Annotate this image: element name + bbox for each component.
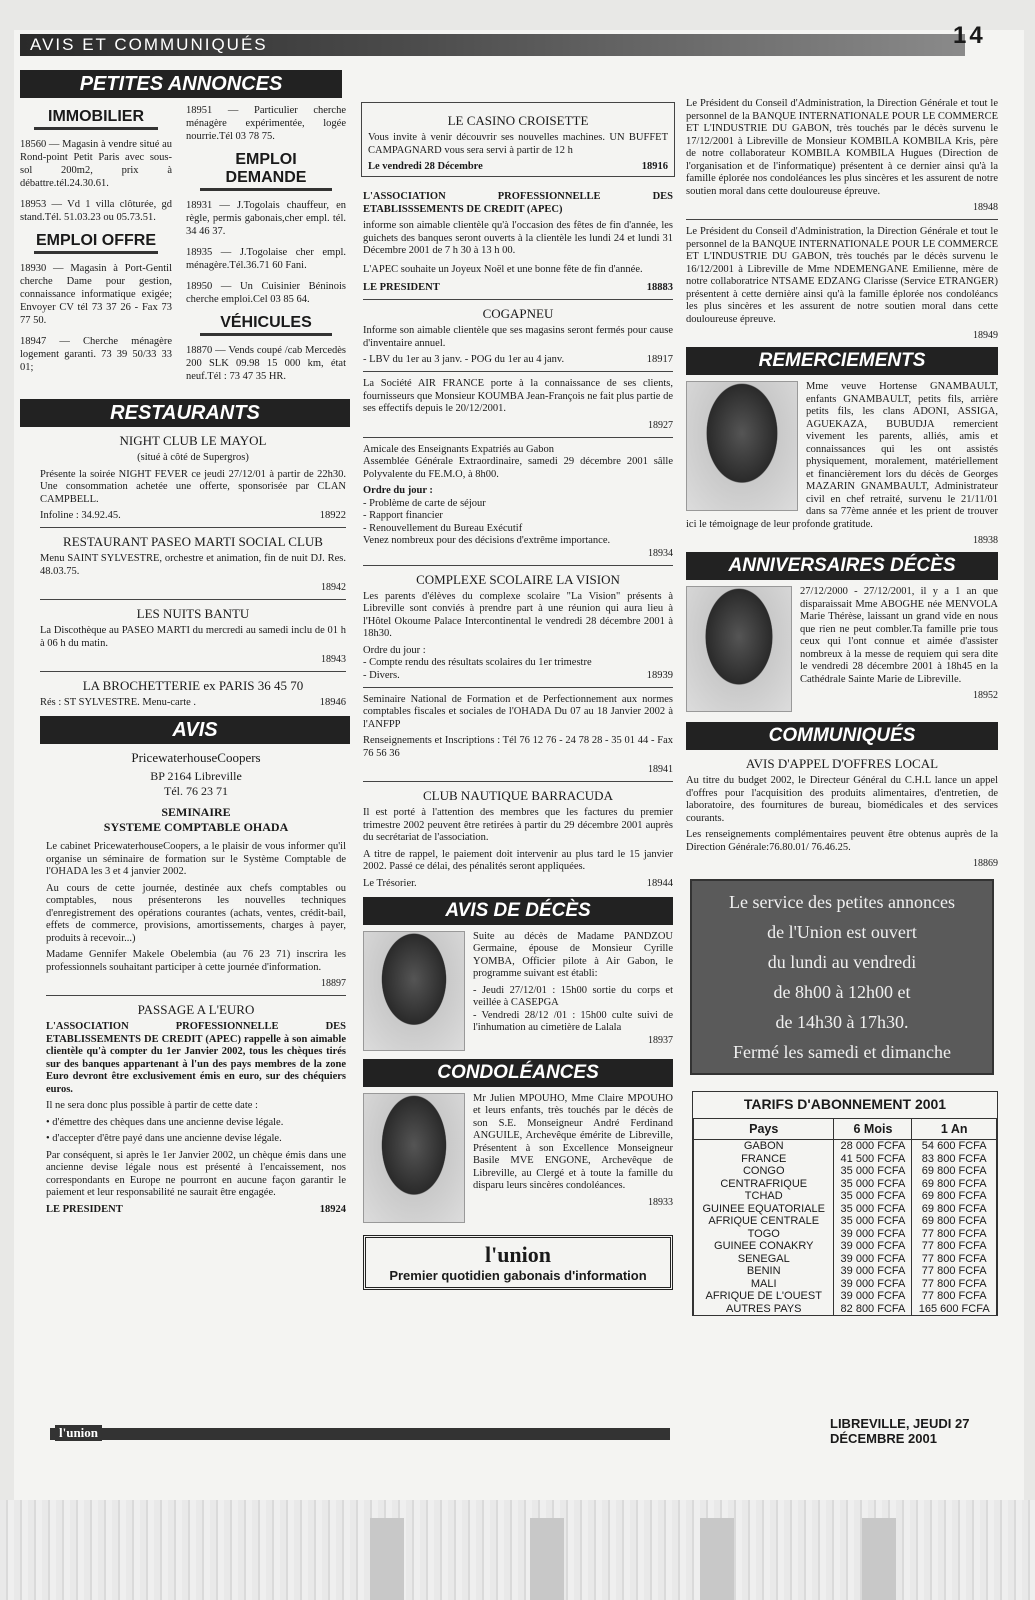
table-cell: 77 800 FCFA <box>912 1228 997 1241</box>
agenda-item: - Problème de carte de séjour <box>363 497 486 509</box>
ad-info: Infoline : 34.92.45. <box>40 510 121 521</box>
paragraph: L'ASSOCIATION PROFESSIONNELLE DES ETABLISSEMENTS DE CREDIT (APEC) rappelle à son aimable clientèle qu'à compter du 1er Janvier 2002, tous les chèques tirés sur des banques appartenant à l'un des pays membres de la zone Euro devront être exclusivement émis en euro, sur des chéquiers euros. <box>46 1021 346 1095</box>
ad-title: COGAPNEU <box>482 306 554 321</box>
ad-ref: 18952 <box>973 690 998 701</box>
bullet: • d'émettre des chèques dans une ancienne devise légale. <box>46 1116 284 1128</box>
notice-text: Les renseignements complémentaires peuvent être obtenus auprès de la Direction Générale:76.80.01/ 76.46.25. <box>686 829 998 853</box>
petites-annonces-band: PETITES ANNONCES <box>20 70 342 98</box>
footer-logo: l'union <box>55 1425 102 1441</box>
table-row <box>694 1303 997 1316</box>
agenda-item: - Vendredi 28/12 /01 : 15h00 culte suivi de l'inhumation au cimetière de Lalala <box>473 1009 673 1033</box>
ad-ref: 18938 <box>973 535 998 546</box>
ad-text: Vous invite à venir découvrir ses nouvelles machines. UN BUFFET CAMPAGNARD vous sera servi à partir de 12 h <box>368 132 668 156</box>
table-cell: MALI <box>694 1278 834 1291</box>
condoleances-band: CONDOLÉANCES <box>363 1059 673 1087</box>
company-address: BP 2164 Libreville <box>150 769 242 783</box>
table-cell: 39 000 FCFA <box>834 1278 912 1291</box>
table-cell: 35 000 FCFA <box>834 1178 912 1191</box>
table-cell: 35 000 FCFA <box>834 1203 912 1216</box>
table-cell: 41 500 FCFA <box>834 1153 912 1166</box>
avis-deces-band: AVIS DE DÉCÈS <box>363 897 673 925</box>
table-row <box>694 1253 997 1266</box>
paragraph: Madame Gennifer Makele Obelembia (au 76 23 71) inscrira les professionnels souhaitant participer à cette journée d'information. <box>46 949 346 973</box>
seminar-label: SEMINAIRE <box>161 805 231 819</box>
divider <box>363 781 673 782</box>
category-vehicules: VÉHICULES <box>200 314 332 336</box>
table-cell: GUINEE EQUATORIALE <box>694 1203 834 1216</box>
agenda-item: - Divers. <box>363 669 400 681</box>
ad-title: LE CASINO CROISETTE <box>447 113 589 128</box>
notice-text: - LBV du 1er au 3 janv. - POG du 1er au 4 janv. <box>363 354 565 365</box>
notice-text: La Société AIR FRANCE porte à la connaissance de ses clients, fournisseurs que Monsieur KOUMBA Jean-François ne fait plus partie de ses effectifs depuis le 20/12/2001. <box>363 378 673 414</box>
classified-ad: 18870 — Vends coupé /cab Mercedès 200 SLK 09.98 15 000 km, état neuf.Tél : 73 47 35 HR. <box>186 345 346 382</box>
table-cell: 69 800 FCFA <box>912 1165 997 1178</box>
communiques-band: COMMUNIQUÉS <box>686 722 998 750</box>
signature: Le Trésorier. <box>363 877 417 889</box>
notice-text: Au titre du budget 2002, le Directeur Général du C.H.L lance un appel d'offres pour l'acquisition des produits alimentaires, d'entretien, de laboratoire, des fournitures de bureau, biomédicales et des services courants. <box>686 775 998 824</box>
table-row <box>694 1190 997 1203</box>
notice-text: Amicale des Enseignants Expatriés au Gabon <box>363 443 554 455</box>
notice-text: Seminaire National de Formation et de Perfectionnement aux normes comptables fiscales et sociales de l'OHADA Du 07 au 18 Janvier 2002 à l'ANFPP <box>363 693 673 730</box>
table-cell: 83 800 FCFA <box>912 1153 997 1166</box>
ad-text: La Discothèque au PASEO MARTI du mercredi au samedi inclu de 01 h à 06 h du matin. <box>40 625 346 649</box>
agenda-label: Ordre du jour : <box>363 644 426 656</box>
column-left <box>20 70 350 1215</box>
table-cell: 77 800 FCFA <box>912 1290 997 1303</box>
table-cell: 39 000 FCFA <box>834 1228 912 1241</box>
table-cell: 69 800 FCFA <box>912 1203 997 1216</box>
notice-text: informe son aimable clientèle qu'à l'occasion des fêtes de fin d'année, les guichets des banques seront ouverts à la clientèle les lundi 24 et lundi 31 Décembre 2001 de 7 h 30 à 13 h 00. <box>363 220 673 256</box>
background-post <box>370 1518 404 1600</box>
agenda-item: - Rapport financier <box>363 510 443 521</box>
background-post <box>530 1518 564 1600</box>
table-cell: AFRIQUE CENTRALE <box>694 1215 834 1228</box>
agenda-item: - Compte rendu des résultats scolaires du 1er trimestre <box>363 657 592 668</box>
event-date: Le vendredi 28 Décembre <box>368 161 483 172</box>
footer-rule <box>50 1428 670 1440</box>
tarifs-table <box>693 1118 997 1315</box>
paragraph: Par conséquent, si après le 1er Janvier 2002, un chèque émis dans une ancienne devise légale nous est présenté à l'encaissement, nos correspondants en Europe ne pourront en aucune façon garantir le paiement et leur responsabilité ne saurait être engagée. <box>46 1149 346 1198</box>
table-cell: 54 600 FCFA <box>912 1140 997 1153</box>
portrait-photo <box>363 931 465 1051</box>
promo-line: du lundi au vendredi <box>767 952 917 972</box>
classified-ad: 18950 — Un Cuisinier Béninois cherche emploi.Cel 03 85 64. <box>186 281 346 305</box>
ad-ref: 18922 <box>319 510 346 521</box>
notice-text: Mme veuve Hortense GNAMBAULT, enfants GNAMBAULT, petits fils, arrière petits fils, les clans ADONI, ASSIGA, AGUEKAZA, BUBUDJA remercient vivement les parents, alliés, amis et connaissances qui les ont assistés physiquement, moralement, matériellement et financièrement lors du décès de Georges MAZARIN GNAMBAULT, Administrateur civil en chef retraité, survenu le 21/11/01 dans sa 77ème année et les prient de trouver ici le témoignage de leur profonde gratitude. <box>686 381 998 530</box>
company-phone: Tél. 76 23 71 <box>164 784 228 798</box>
category-emploi-demande: EMPLOI DEMANDE <box>200 151 332 191</box>
ad-title: LES NUITS BANTU <box>136 606 250 621</box>
table-cell: 69 800 FCFA <box>912 1215 997 1228</box>
category-immobilier: IMMOBILIER <box>34 108 158 130</box>
table-row <box>694 1228 997 1241</box>
notice-text: Le Président du Conseil d'Administration, la Direction Générale et tout le personnel de la BANQUE INTERNATIONALE POUR LE COMMERCE ET L'INDUSTRIE DU GABON, très touchés par le décès survenu le 17/12/2001 à Libreville de Monsieur KOMBILA KOMBILA Kris, père de notre collaborateur KOMBILA KOMBILA Hugues (Direction de l'organisation et de l'informatique) présentent à ce dernier ainsi qu'à la famille éplorée nos condoléances les plus sincères et les assurent de notre soutien moral dans cette douloureuse épreuve. <box>686 98 998 197</box>
agenda-item: - Jeudi 27/12/01 : 15h00 sortie du corps et veillée à CASEPGA <box>473 984 673 1008</box>
avis-band: AVIS <box>40 716 350 744</box>
page-number: 14 <box>953 22 986 49</box>
anniversaires-band: ANNIVERSAIRES DÉCÈS <box>686 552 998 580</box>
divider <box>46 995 346 996</box>
ad-title: AVIS D'APPEL D'OFFRES LOCAL <box>745 756 939 771</box>
notice-heading: L'ASSOCIATION PROFESSIONNELLE DES ETABLISSSEMENTS DE CREDIT (APEC) <box>363 191 673 215</box>
table-row <box>694 1153 997 1166</box>
agenda-item: - Renouvellement du Bureau Exécutif <box>363 522 523 534</box>
section-header: AVIS ET COMMUNIQUÉS <box>20 34 965 56</box>
table-cell: 39 000 FCFA <box>834 1240 912 1253</box>
ad-ref: 18937 <box>648 1034 673 1046</box>
classified-ad: 18930 — Magasin à Port-Gentil cherche Dame pour gestion, connaissance informatique exigée; Envoyer CV tél 73 37 26 - Fax 73 77 50. <box>20 263 172 326</box>
table-row <box>694 1203 997 1216</box>
table-cell: 77 800 FCFA <box>912 1253 997 1266</box>
divider <box>363 299 673 300</box>
signature: LE PRESIDENT <box>363 282 440 293</box>
ad-ref: 18933 <box>648 1196 673 1208</box>
table-cell: 35 000 FCFA <box>834 1190 912 1203</box>
table-cell: 39 000 FCFA <box>834 1265 912 1278</box>
portrait-photo <box>686 586 792 712</box>
ad-ref: 18949 <box>973 330 998 341</box>
table-cell: 165 600 FCFA <box>912 1303 997 1316</box>
signature: LE PRESIDENT <box>46 1203 123 1215</box>
divider <box>363 565 673 566</box>
table-cell: CENTRAFRIQUE <box>694 1178 834 1191</box>
table-row <box>694 1140 997 1153</box>
background-post <box>700 1518 734 1600</box>
divider <box>363 371 673 372</box>
tarifs-table-box <box>692 1091 998 1316</box>
classified-ad: 18931 — J.Togolais chauffeur, en règle, permis gabonais,cher empl. tél. 34 46 37. <box>186 200 346 237</box>
classified-ad: 18935 — J.Togolaise cher empl. ménagère.Tél.36.71 60 Fani. <box>186 247 346 271</box>
tarif-header: 6 Mois <box>834 1119 912 1140</box>
petites-annonces-promo <box>690 879 994 1075</box>
table-cell: 77 800 FCFA <box>912 1240 997 1253</box>
ad-text: Présente la soirée NIGHT FEVER ce jeudi 27/12/01 à partir de 22h30. Une consommation achetée une offerte, sponsorisée par CLAN CAMPBELL. <box>40 468 346 505</box>
notice-text: Assemblée Générale Extraordinaire, samedi 29 décembre 2001 sâlle Polyvalente du FE.M.O, à 8h00. <box>363 456 673 480</box>
table-row <box>694 1278 997 1291</box>
ad-title: COMPLEXE SCOLAIRE LA VISION <box>416 571 620 587</box>
ad-ref: 18944 <box>646 877 673 889</box>
table-row <box>694 1290 997 1303</box>
table-cell: 35 000 FCFA <box>834 1165 912 1178</box>
table-cell: CONGO <box>694 1165 834 1178</box>
category-emploi-offre: EMPLOI OFFRE <box>34 232 158 254</box>
notice-text: Informe son aimable clientèle que ses magasins seront fermés pour cause d'inventaire annuel. <box>363 325 673 349</box>
ad-title: CLUB NAUTIQUE BARRACUDA <box>423 788 613 803</box>
ad-ref: 18869 <box>973 858 998 869</box>
promo-line: de 14h30 à 17h30. <box>775 1012 909 1032</box>
casino-box <box>361 102 675 177</box>
background-post <box>862 1518 896 1600</box>
tarifs-title: TARIFS D'ABONNEMENT 2001 <box>743 1096 947 1112</box>
table-cell: 77 800 FCFA <box>912 1278 997 1291</box>
ad-ref: 18916 <box>641 161 668 172</box>
union-logo: l'union <box>484 1241 552 1267</box>
ad-title: LA BROCHETTERIE ex PARIS 36 45 70 <box>82 678 304 693</box>
union-tagline: Premier quotidien gabonais d'information <box>389 1267 647 1283</box>
ad-ref: 18924 <box>319 1203 346 1215</box>
column-middle <box>357 102 679 1290</box>
seminar-title: SYSTEME COMPTABLE OHADA <box>103 820 289 834</box>
bullet: • d'accepter d'être payé dans une ancienne devise légale. <box>46 1133 282 1144</box>
promo-line: Fermé les samedi et dimanche <box>733 1042 951 1062</box>
ad-title: PASSAGE A L'EURO <box>137 1002 255 1017</box>
classified-ad: 18947 — Cherche ménagère logement garanti. 73 39 50/33 33 01; <box>20 336 172 373</box>
ad-ref: 18934 <box>648 547 673 559</box>
classified-ad: 18951 — Particulier cherche ménagère expérimentée, logée nourrie.Tél 03 78 75. <box>186 105 346 142</box>
ad-ref: 18946 <box>319 697 346 708</box>
classified-ad: 18560 — Magasin à vendre situé au Rond-point Petit Paris avec sous-sol 200m2, prix à débattre.tél.24.30.61. <box>20 139 172 189</box>
notice-text: Mr Julien MPOUHO, Mme Claire MPOUHO et leurs enfants, très touchés par le décès de son S.E. Monseigneur André Ferdinand ANGUILE, Archevêque émérite de Libreville, Présentent à son Excellence Monseigneur Basile MVE ENGONE, Archevêque de Libreville, au Clergé et à toute la famille du disparu leurs sincères condoléances. <box>473 1092 673 1191</box>
table-row <box>694 1178 997 1191</box>
ad-ref: 18883 <box>646 282 673 293</box>
table-cell: 35 000 FCFA <box>834 1215 912 1228</box>
table-cell: GUINEE CONAKRY <box>694 1240 834 1253</box>
table-row <box>694 1240 997 1253</box>
remerciements-band: REMERCIEMENTS <box>686 347 998 375</box>
table-cell: 39 000 FCFA <box>834 1290 912 1303</box>
agenda-label: Ordre du jour : <box>363 485 433 496</box>
promo-line: de 8h00 à 12h00 et <box>773 982 911 1002</box>
restaurants-band: RESTAURANTS <box>20 399 350 427</box>
notice-text: Il est porté à l'attention des membres que les factures du premier trimestre 2002 peuvent être retirées à partir du 29 décembre 2001 auprès du secrétariat de l'association. <box>363 807 673 843</box>
table-cell: 69 800 FCFA <box>912 1190 997 1203</box>
ad-text: Menu SAINT SYLVESTRE, orchestre et animation, fin de nuit DJ. Res. 48.03.75. <box>40 553 346 577</box>
paragraph: Il ne sera donc plus possible à partir de cette date : <box>46 1100 258 1111</box>
portrait-photo <box>686 381 798 511</box>
divider <box>40 671 346 672</box>
column-right <box>686 98 998 1316</box>
tarif-header: Pays <box>694 1119 834 1140</box>
notice-text: Le Président du Conseil d'Administration, la Direction Générale et tout le personnel de la BANQUE INTERNATIONALE POUR LE COMMERCE ET L'INDUSTRIE DU GABON, très touchés par le décès survenu le 16/12/2001 à Libreville de Mme NDEMENGANE Emilienne, mère de notre collaboratrice NTSAME EDZANG Clarisse (Service ETRANGER) présentent à cette dernière ainsi qu'à la famille éplorée nos condoléancs les plus sincères et les assurent de notre soutien moral dans cette douloureuse épreuve. <box>686 226 998 325</box>
divider <box>40 599 346 600</box>
ad-ref: 18943 <box>321 654 346 665</box>
promo-line: Le service des petites annonces <box>729 892 955 912</box>
divider <box>363 687 673 688</box>
footer-dateline: LIBREVILLE, JEUDI 27 DÉCEMBRE 2001 <box>830 1416 970 1446</box>
ad-ref: 18939 <box>646 669 673 681</box>
classified-ad: 18953 — Vd 1 villa clôturée, gd stand.Tél. 51.03.23 ou 05.73.51. <box>20 199 172 223</box>
paragraph: Au cours de cette journée, destinée aux chefs comptables ou comptables, nous présenterons les nouvelles techniques d'enregistrement des opérations courantes (achats, ventes, crédit-bail, effets de commerce, provisions, amortissements, charges à payer, produits à recevoir...) <box>46 882 346 944</box>
notice-text: A titre de rappel, le paiement doit intervenir au plus tard le 15 janvier 2002. Passé ce délai, des pénalités seront appliquées. <box>363 848 673 872</box>
promo-line: de l'Union est ouvert <box>767 922 917 942</box>
table-row <box>694 1165 997 1178</box>
table-cell: SENEGAL <box>694 1253 834 1266</box>
table-cell: 39 000 FCFA <box>834 1253 912 1266</box>
union-promo-box <box>363 1235 673 1290</box>
table-cell: 69 800 FCFA <box>912 1178 997 1191</box>
ad-ref: 18942 <box>321 582 346 593</box>
table-row <box>694 1265 997 1278</box>
ad-ref: 18897 <box>321 978 346 989</box>
notice-text: L'APEC souhaite un Joyeux Noël et une bonne fête de fin d'année. <box>363 263 643 275</box>
table-cell: TCHAD <box>694 1190 834 1203</box>
notice-text: Renseignements et Inscriptions : Tél 76 12 76 - 24 78 28 - 35 01 44 - Fax 76 56 36 <box>363 735 673 759</box>
ad-text: Rés : ST SYLVESTRE. Menu-carte . <box>40 697 197 708</box>
table-cell: GABON <box>694 1140 834 1153</box>
ad-title: RESTAURANT PASEO MARTI SOCIAL CLUB <box>63 534 323 549</box>
table-cell: AUTRES PAYS <box>694 1303 834 1316</box>
table-cell: 77 800 FCFA <box>912 1265 997 1278</box>
ad-title: NIGHT CLUB LE MAYOL <box>119 433 267 448</box>
ad-ref: 18941 <box>648 764 673 775</box>
ad-ref: 18948 <box>973 202 998 213</box>
table-cell: FRANCE <box>694 1153 834 1166</box>
table-cell: BENIN <box>694 1265 834 1278</box>
table-cell: AFRIQUE DE L'OUEST <box>694 1290 834 1303</box>
paragraph: Le cabinet PricewaterhouseCoopers, a le plaisir de vous informer qu'il organise un séminaire de formation sur le Système Comptable de l'OHADA les 3 et 4 janvier 2002. <box>46 841 346 877</box>
company-name: PricewaterhouseCoopers <box>131 750 261 765</box>
table-cell: TOGO <box>694 1228 834 1241</box>
tarif-header: 1 An <box>912 1119 997 1140</box>
table-cell: 28 000 FCFA <box>834 1140 912 1153</box>
portrait-photo <box>363 1093 465 1223</box>
notice-text: 27/12/2000 - 27/12/2001, il y a 1 an que disparaissait Mme ABOGHE née MENVOLA Marie Thérèse, laissant un grand vide en nous que rien ne peut combler.Ta famille prie tous ceux qui l'ont connue et aimée d'assister nombreux à la messe de requiem qui sera dite le vendredi 28 décembre 2001 à 18h45 en la Cathédrale Sainte Marie de Libreville. <box>800 586 998 685</box>
notice-text: Les parents d'élèves du complexe scolaire "La Vision" présents à Libreville sont conviés à prendre part à une réunion qui aura lieu à l'Hôtel Okoume Palace Intercontinental le vendredi 28 décembre 2001 à 18h30. <box>363 590 673 639</box>
ad-ref: 18927 <box>648 419 673 431</box>
notice-text: Suite au décès de Madame PANDZOU Germaine, épouse de Monsieur Cyrille YOMBA, Officier pilote à Air Gabon, le programme suivant est établi: <box>473 930 673 979</box>
divider <box>363 437 673 438</box>
notice-text: Venez nombreux pour des décisions d'extrême importance. <box>363 535 611 546</box>
table-row <box>694 1215 997 1228</box>
ad-ref: 18917 <box>646 354 673 365</box>
divider <box>40 527 346 528</box>
divider <box>686 219 998 220</box>
ad-subtitle: (situé à côté de Supergros) <box>137 452 249 463</box>
table-cell: 82 800 FCFA <box>834 1303 912 1316</box>
